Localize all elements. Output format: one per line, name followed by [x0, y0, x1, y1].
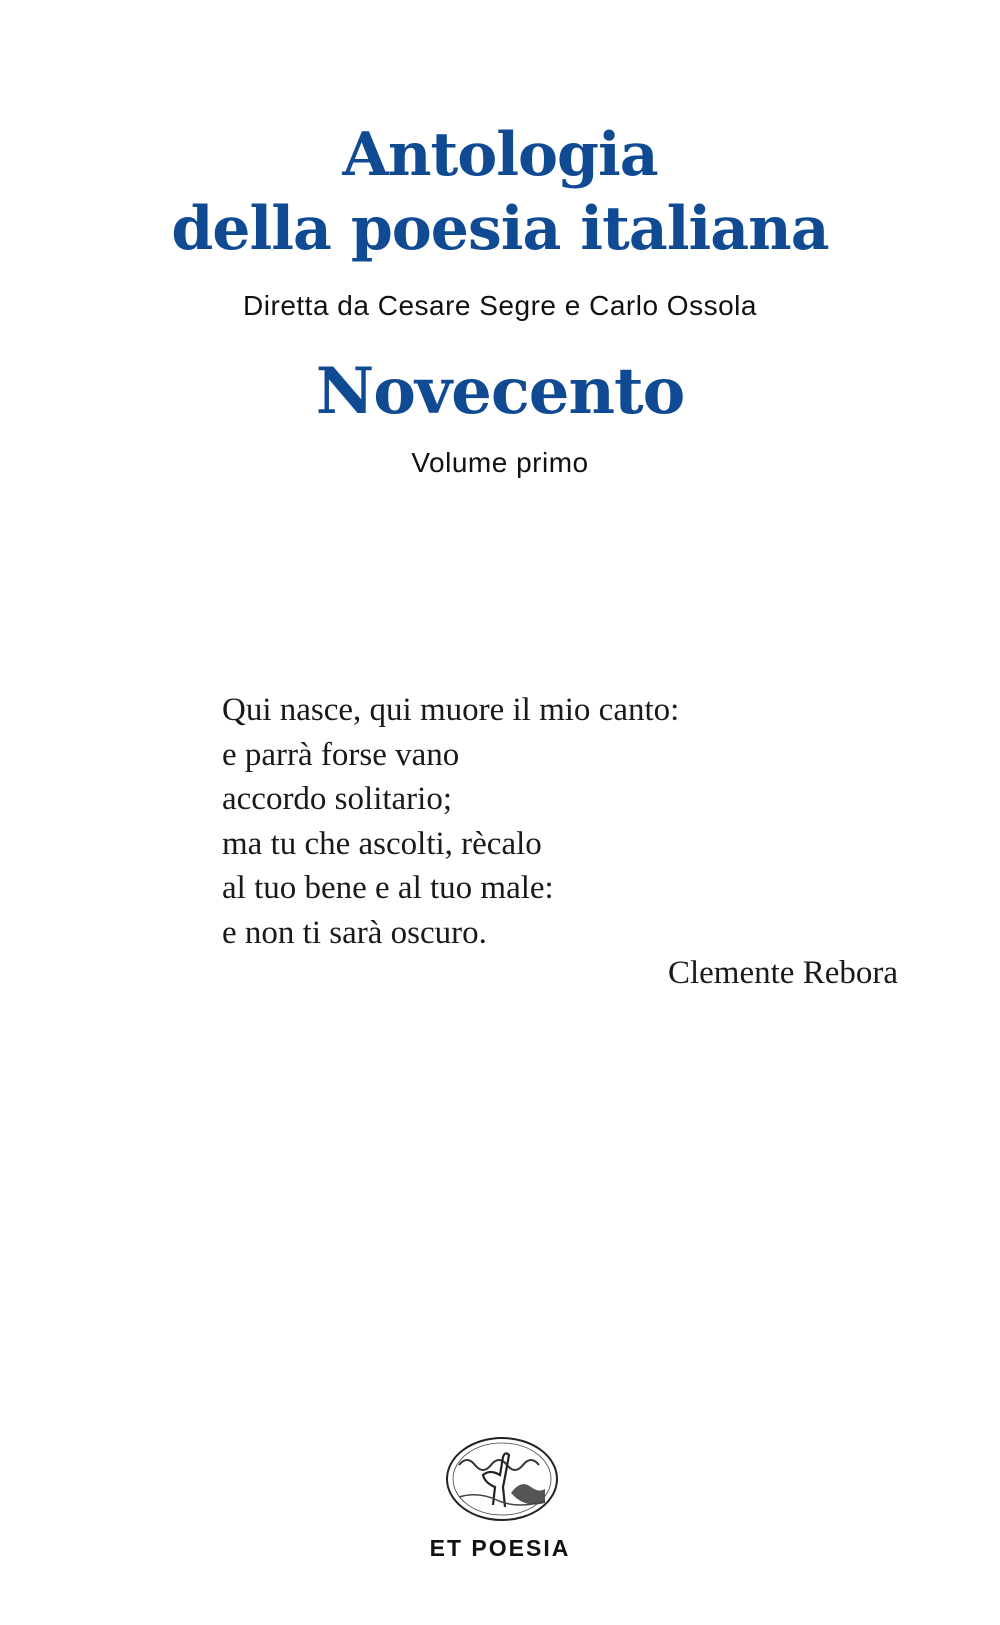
- volume-label: Volume primo: [411, 447, 589, 478]
- editors: Diretta da Cesare Segre e Carlo Ossola: [243, 290, 757, 321]
- series-label: ET POESIA: [429, 1535, 571, 1561]
- epigraph: [222, 688, 679, 955]
- title-line-1: Antologia: [342, 120, 658, 190]
- epigraph-line: al tuo bene e al tuo male:: [222, 870, 554, 906]
- epigraph-line: Qui nasce, qui muore il mio canto:: [222, 692, 680, 728]
- einaudi-ostrich-emblem-icon: [445, 1435, 560, 1528]
- epigraph-line: e parrà forse vano: [222, 736, 460, 773]
- epigraph-line: e non ti sarà oscuro.: [222, 914, 487, 951]
- subtitle: Novecento: [315, 354, 685, 429]
- epigraph-line: accordo solitario;: [222, 781, 453, 817]
- epigraph-author: Clemente Rebora: [667, 955, 898, 991]
- epigraph-line: ma tu che ascolti, rècalo: [222, 825, 542, 862]
- title-line-2: della poesia italiana: [171, 194, 829, 264]
